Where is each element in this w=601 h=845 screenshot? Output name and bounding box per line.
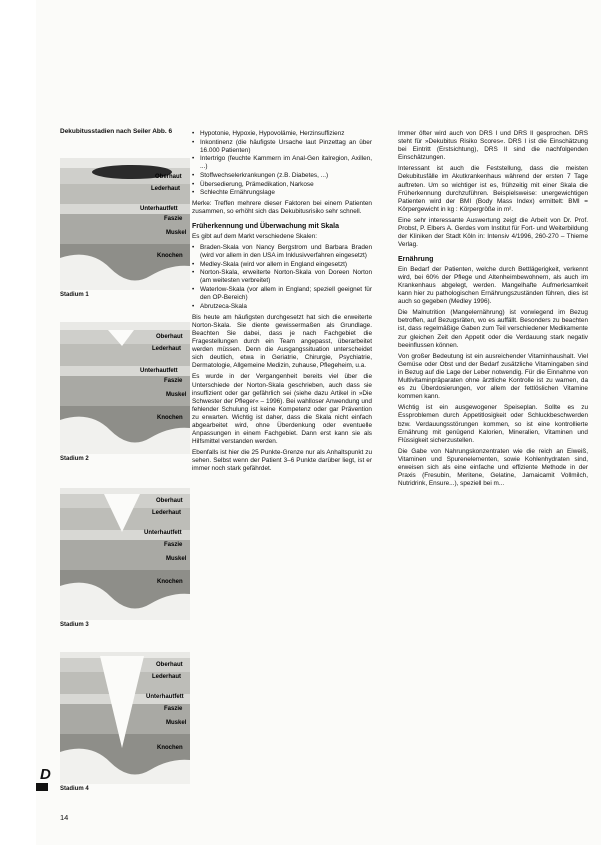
scan-margin: [0, 0, 36, 845]
stage-3-label-skin: Oberhaut: [156, 498, 183, 504]
list-item: • Hypotonie, Hypoxie, Hypovolämie, Herzinsuffizienz: [192, 130, 372, 138]
chapter-tab-marker: [36, 783, 48, 791]
list-item: • Stoffwechselerkrankungen (z.B. Diabetes, ...): [192, 172, 372, 180]
stage-2-label-dermis: Lederhaut: [152, 346, 182, 352]
stage-3-label-muscle: Muskel: [166, 556, 187, 562]
text-column-right: [398, 130, 588, 491]
stage-2-illustration: [60, 322, 190, 454]
figure-title: Dekubitusstadien nach Seiler Abb. 6: [60, 128, 173, 135]
stage-1-label-muscle: Muskel: [166, 230, 187, 236]
list-item: • Intertrigo (feuchte Kammern im Anal-Gen italregion, Axillen, ...): [192, 155, 372, 171]
paragraph: Von großer Bedeutung ist ein ausreichender Vitaminhaushalt. Viel Gemüse oder Obst und der Bedarf zusätzliche Vitamingaben sind in Bezug auf die Lage der Leber notwendig. Für die Einnahme von Multivitaminpräparaten ohne ärztliche Kontrolle ist zu warnen, da es zu Überdosierungen, vor allem der fettlöslichen Vitamine kommen kann.: [398, 352, 588, 401]
page-number: 14: [60, 813, 69, 822]
stage-1-label-skin: Oberhaut: [155, 174, 182, 180]
stage-3-diagram: [60, 488, 190, 628]
paragraph: Es gibt auf dem Markt verschiedene Skalen:: [192, 232, 318, 240]
stage-1-illustration: [60, 158, 190, 290]
list-item: • Schlechte Ernährungslage: [192, 189, 372, 197]
stage-3-label-subcutis: Unterhautfett: [144, 530, 182, 536]
text-column-middle: [192, 130, 372, 477]
paragraph: Es wurde in der Vergangenheit bereits viel über die Unterschiede der Norton-Skala geschrieben, auch dass sie insuffizient oder gar gefährlich sei (siehe dazu Artikel in »Die Schwester der Pfleger« – 1996). Bei wahlloser Anwendung und fehlender Schulung ist keine Kompetenz oder gar Prävention zu erwarten. Wichtig ist daher, dass die Skala nicht einfach abgearbeitet wird, ohne Überdenkung oder eventuelle Anpassungen in einem Fachgebiet. Dann erst kann sie als Hilfsmittel verstanden werden.: [192, 373, 372, 446]
figure-title-block: [60, 128, 190, 136]
stage-2-caption: Stadium 2: [60, 456, 89, 462]
stage-2-label-bone: Knochen: [157, 415, 183, 421]
list-item: • Abrutzeca-Skala: [192, 303, 372, 311]
chapter-tab-letter: D: [40, 766, 51, 783]
stage-4-label-skin: Oberhaut: [156, 662, 183, 668]
paragraph: Ebenfalls ist hier die 25 Punkte-Grenze nur als Anhaltspunkt zu sehen. Selbst wenn der Patient 3–6 Punkte darüber liegt, ist er immer noch stark gefährdet.: [192, 449, 372, 473]
list-item: • Medley-Skala (wird vor allem in England eingesetzt): [192, 261, 372, 269]
stage-3-label-dermis: Lederhaut: [152, 510, 182, 516]
risk-factor-list: [192, 130, 372, 197]
stage-3-label-bone: Knochen: [157, 579, 183, 585]
stage-3-label-fascia: Faszie: [164, 542, 183, 548]
paragraph: Interessant ist auch die Feststellung, dass die meisten Dekubitusfälle im Akutkrankenhaus während der ersten 7 Tage auftreten. Um so wichtiger ist es, frühzeitig mit einer Skala die Früherkennung durchzuführen. Beispielsweise: unergewichtigen Patienten wird der BMI (Body Mass Index) ermittelt: BMI = Körpergewicht in kg : Körpergröße in m².: [398, 165, 588, 213]
stage-1-diagram: [60, 158, 190, 298]
stage-4-label-fascia: Faszie: [164, 706, 183, 712]
list-item: • Waterlow-Skala (vor allem in England; speziell geeignet für den OP-Bereich): [192, 286, 372, 302]
stage-1-label-dermis: Lederhaut: [151, 186, 181, 192]
stage-4-label-muscle: Muskel: [166, 720, 187, 726]
stage-2-label-subcutis: Unterhautfett: [140, 368, 178, 374]
paragraph: Die Malnutrition (Mangelernährung) ist vorwiegend im Bezug betroffen, auf Bezugsräten, wo es auffällt. Besonders zu beachten ist, dass regelmäßige Gaben zum Teil verschiedener Medikamente zur gleichen Zeit den Appetit oder die Verdauung stark negativ beeinflussen können.: [398, 309, 588, 349]
stage-1-caption: Stadium 1: [60, 292, 89, 298]
list-item: • Inkontinenz (die häufigste Ursache laut Pinzettag an über 16.000 Patienten): [192, 139, 372, 155]
section-heading-nutrition: Ernährung: [398, 256, 434, 264]
stage-4-diagram: [60, 652, 190, 792]
paragraph: Bis heute am häufigsten durchgesetzt hat sich die erweiterte Norton-Skala. Sie diente gewissermaßen als Grundlage. Beachten Sie dabei, dass je nach Fachgebiet die Fragestellungen durch ein Team angepasst, überarbeitet werden müssen. Denn die Ausgangssituation unterscheidet sich deutlich, etwa in Geriatrie, Chirurgie, Psychiatrie, Dermatologie, Allgemeine Medizin, zuhause, Pflegeheim, u.a.: [192, 313, 372, 370]
stage-4-label-bone: Knochen: [157, 745, 183, 751]
paragraph: Ein Bedarf der Patienten, welche durch Bettlägerigkeit, verkennt wird, bei 60% der Pflege und Altenheimbewohnern, als auch im Krankenhaus abgelegt, werden. Mangelhafte Aufmerksamkeit kann hier zu pathologischen Ernährungszuständen führen, dies ist auch so gegeben (Medley 1996).: [398, 265, 588, 306]
stage-2-diagram: [60, 322, 190, 462]
stage-2-label-skin: Oberhaut: [156, 334, 183, 340]
stage-2-label-muscle: Muskel: [166, 392, 187, 398]
list-item: • Braden-Skala von Nancy Bergstrom und Barbara Braden (wird vor allem in den USA im Inklusivverfahren eingesetzt): [192, 244, 372, 260]
stage-3-caption: Stadium 3: [60, 622, 89, 628]
stage-2-label-fascia: Faszie: [164, 378, 183, 384]
stage-1-label-bone: Knochen: [157, 253, 183, 259]
stage-4-illustration: [60, 652, 190, 784]
paragraph: Eine sehr interessante Auswertung zeigt die Arbeit von Dr. Prof. Probst, P. Elbers A. Gerdes vom Institut für Fort- und Weiterbildung der Kliniken der Stadt Köln in: Intensiv 4/1996, 260-270 – Thieme Verlag.: [398, 216, 588, 249]
paragraph: Wichtig ist ein ausgewogener Speiseplan. Sollte es zu Essproblemen durch Appetitlosigkeit oder Schluckbeschwerden bzw. Verdauungsstörungen kommen, so ist eine kontrollierte Ernährung mit genügend Kalorien, Mineralien, Vitaminen und Flüssigkeit sicherzustellen.: [398, 404, 588, 444]
paragraph: Die Gabe von Nahrungskonzentraten wie die reich an Eiweiß, Vitaminen und Spurenelementen, sowie Kohlenhydraten sind, erweisen sich als eine einfache und effiziente Methode in der Praxis (Fresubin, Meritene, Gelatine, Jamaicamit Vollmilch, Nutridrink, Ensure...), speziell bei m...: [398, 447, 588, 488]
stage-4-label-dermis: Lederhaut: [152, 674, 182, 680]
paragraph: Immer öfter wird auch von DRS I und DRS II gesprochen. DRS steht für »Dekubitus Risiko Scores«. DRS I ist die Einschätzung bei Eintritt (Erstsichtung), DRS II sind die nachfolgenden Einschätzungen.: [398, 130, 588, 162]
stage-1-label-subcutis: Unterhautfett: [140, 206, 178, 212]
section-heading-early-detection: Früherkennung und Überwachung mit Skala: [192, 223, 340, 231]
stage-4-label-subcutis: Unterhautfett: [146, 694, 184, 700]
list-item: • Norton-Skala, erweiterte Norton-Skala von Doreen Norton (am weitesten verbreitet): [192, 269, 372, 285]
merke-note: Merke: Treffen mehrere dieser Faktoren bei einem Patienten zusammen, so erhöht sich das Dekubitusrisiko sehr schnell.: [192, 200, 372, 216]
stage-1-label-fascia: Faszie: [164, 216, 183, 222]
scale-list: [192, 244, 372, 311]
stage-4-caption: Stadium 4: [60, 786, 89, 792]
stage-3-illustration: [60, 488, 190, 620]
list-item: • Übersedierung, Prämedikation, Narkose: [192, 181, 372, 189]
